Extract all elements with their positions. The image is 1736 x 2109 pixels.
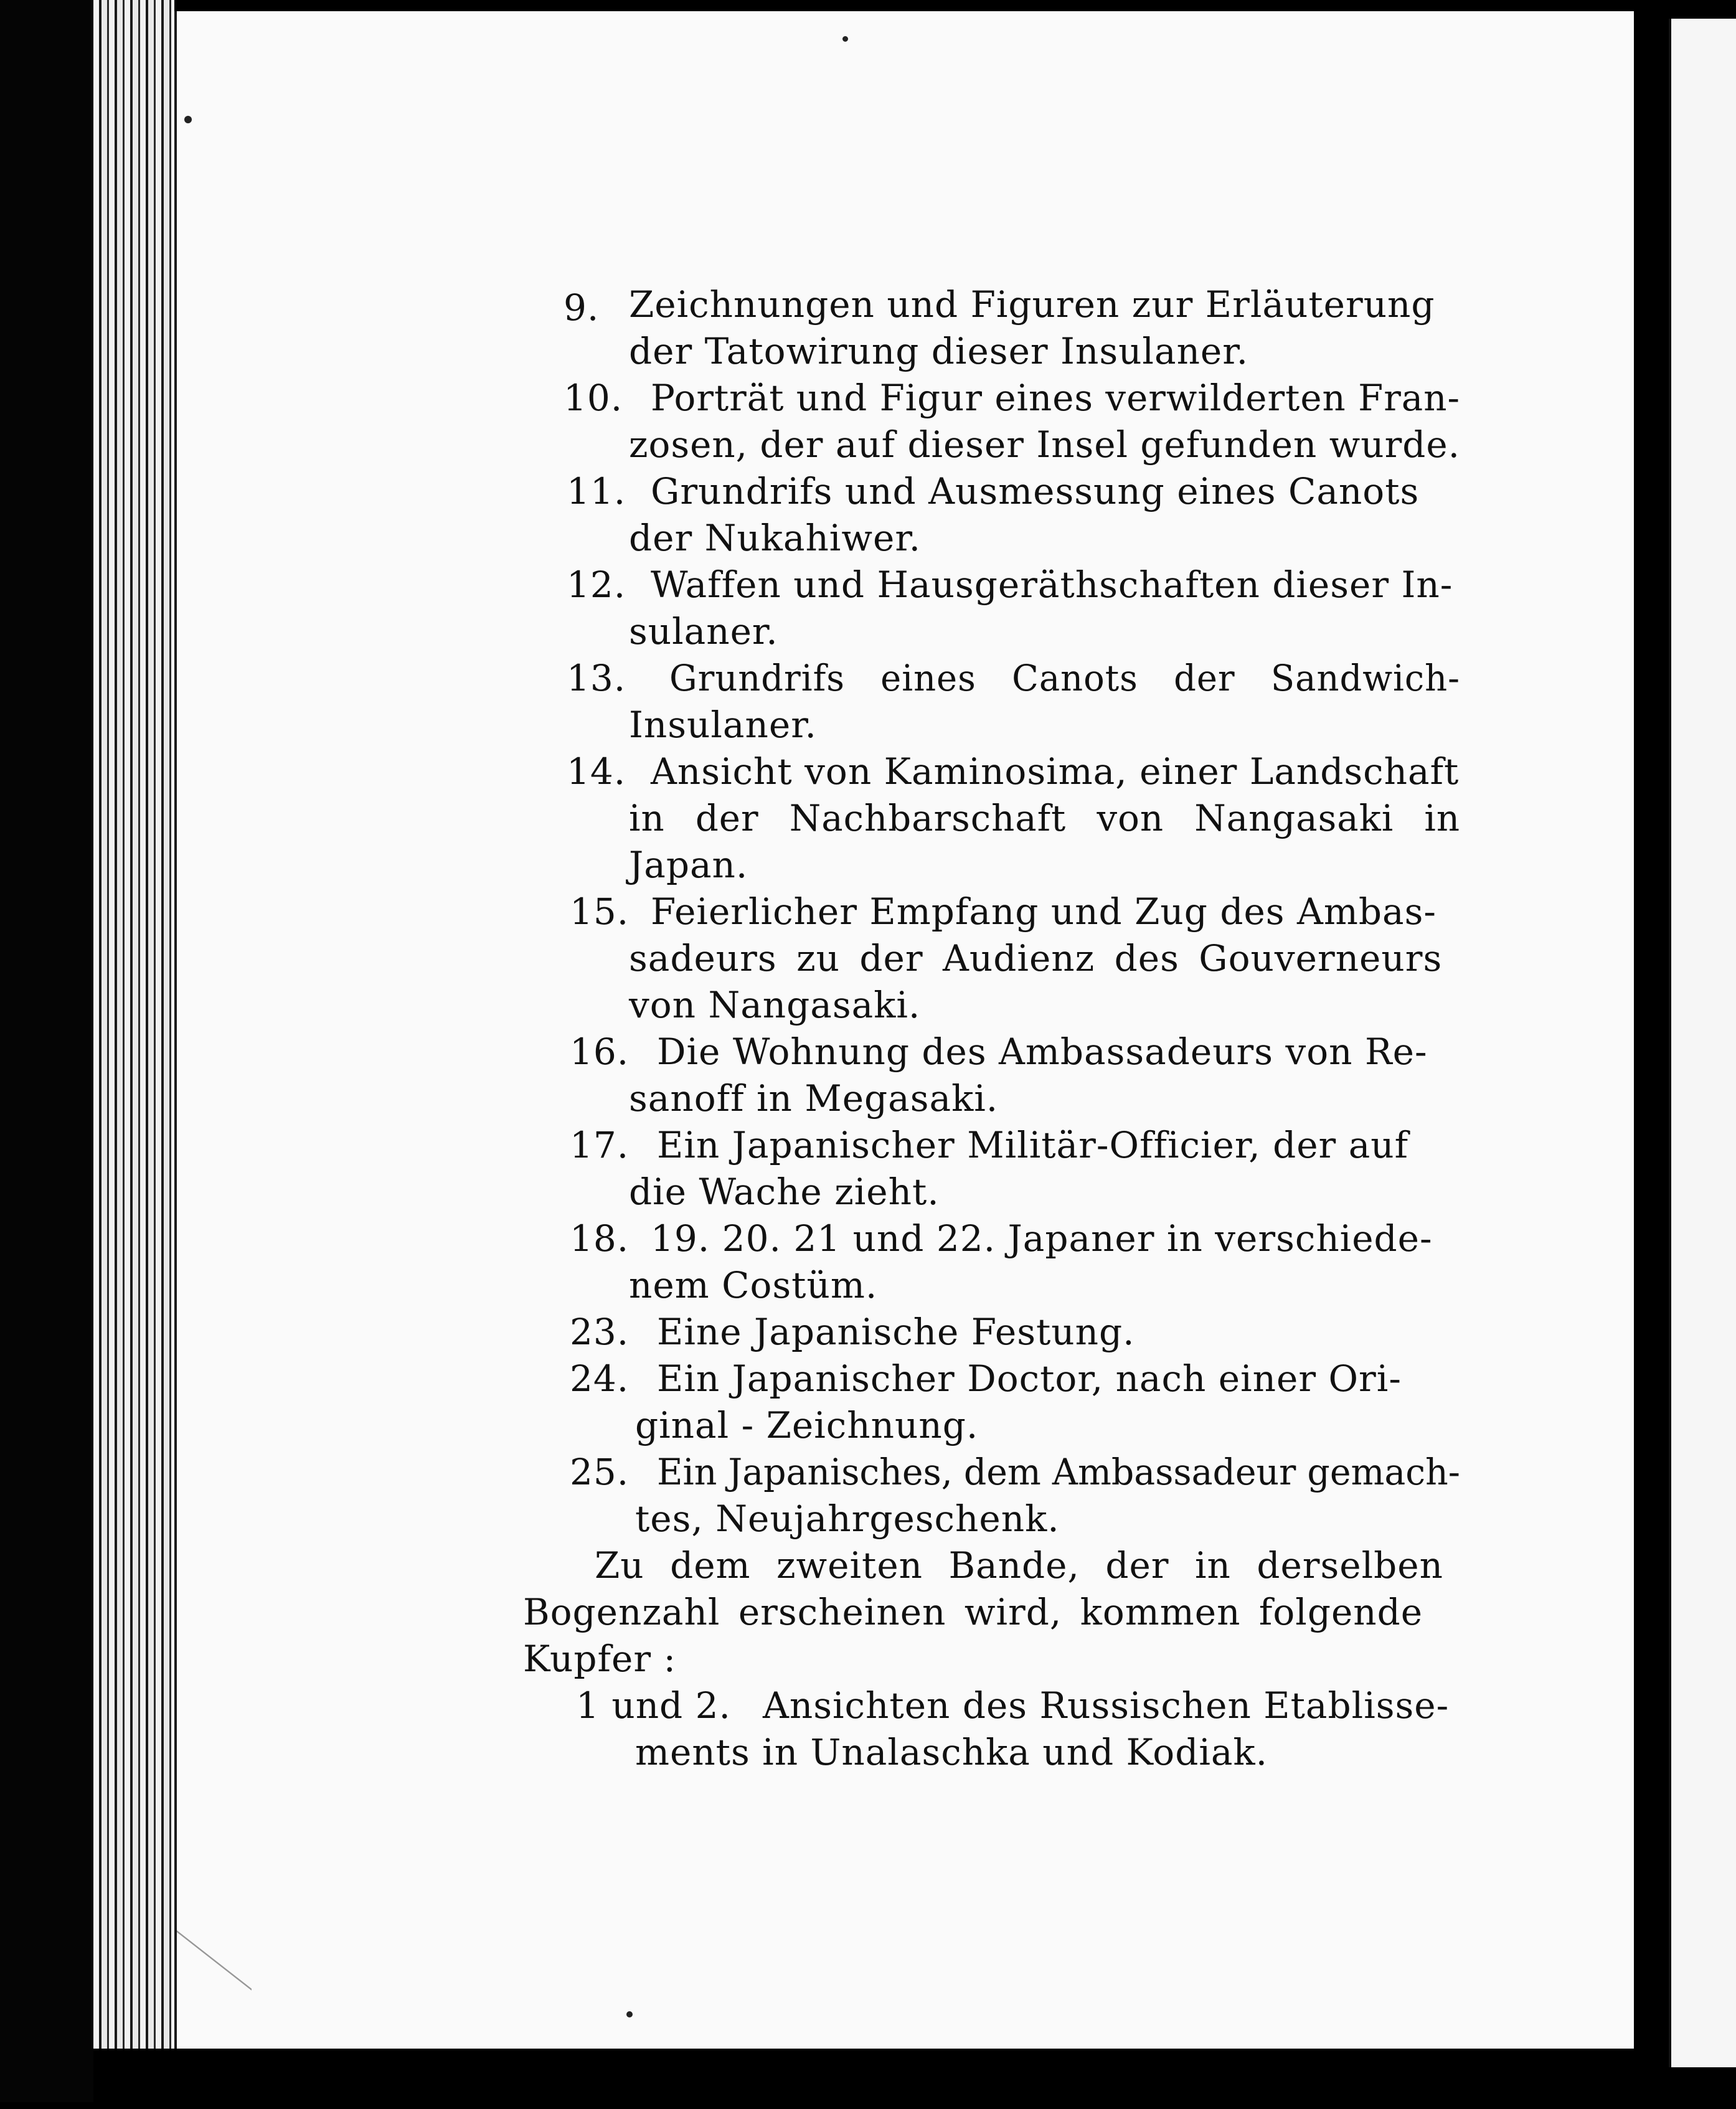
paragraph-line-1: Zu dem zweiten Bande, der in derselben bbox=[595, 1544, 1443, 1587]
item-10-line-1: Porträt und Figur eines verwilderten Fran- bbox=[651, 377, 1460, 419]
item-10-line-2: zosen, der auf dieser Insel gefunden wurde. bbox=[629, 423, 1460, 466]
item-24-line-1: Ein Japanischer Doctor, nach einer Ori- bbox=[657, 1357, 1402, 1400]
item-18-line-2: nem Costüm. bbox=[629, 1264, 878, 1306]
item-number-24: 24. bbox=[570, 1357, 630, 1400]
item-number-9: 9. bbox=[564, 286, 600, 329]
ink-speck bbox=[626, 2011, 633, 2017]
item-15-line-2: sadeurs zu der Audienz des Gouverneurs bbox=[629, 937, 1443, 979]
item-16-line-1: Die Wohnung des Ambassadeurs von Re- bbox=[657, 1031, 1428, 1073]
item-15-line-1: Feierlicher Empfang und Zug des Ambas- bbox=[651, 890, 1436, 933]
ink-speck bbox=[184, 116, 192, 123]
item-number-11: 11. bbox=[567, 470, 626, 512]
page-edges bbox=[93, 0, 174, 2102]
item-11-line-1: Grundrifs und Ausmessung eines Canots bbox=[651, 470, 1420, 512]
item-17-line-1: Ein Japanischer Militär-Officier, der auf bbox=[657, 1124, 1409, 1166]
paragraph-line-2: Bogenzahl erscheinen wird, kommen folgende bbox=[523, 1591, 1423, 1633]
adjacent-page-edge bbox=[1669, 19, 1736, 2067]
item-12-line-1: Waffen und Hausgeräthschaften dieser In- bbox=[651, 564, 1453, 606]
item-number-14: 14. bbox=[567, 750, 626, 793]
item-number-13: 13. bbox=[567, 657, 626, 699]
item-13-line-1: Grundrifs eines Canots der Sandwich- bbox=[669, 657, 1460, 699]
sub-item-line-1: Ansichten des Russischen Etablisse- bbox=[763, 1684, 1450, 1727]
sub-item-number: 1 und 2. bbox=[576, 1684, 731, 1727]
item-17-line-2: die Wache zieht. bbox=[629, 1171, 940, 1213]
item-number-23: 23. bbox=[570, 1311, 630, 1353]
item-15-line-3: von Nangasaki. bbox=[629, 984, 921, 1026]
item-12-line-2: sulaner. bbox=[629, 610, 778, 653]
sub-item-line-2: ments in Unalaschka und Kodiak. bbox=[635, 1731, 1268, 1773]
book-binding bbox=[0, 0, 93, 2102]
item-18-line-1: 19. 20. 21 und 22. Japaner in verschiede- bbox=[651, 1217, 1433, 1260]
page-bottom-edge bbox=[93, 2049, 1663, 2102]
item-number-10: 10. bbox=[564, 377, 623, 419]
item-13-line-2: Insulaner. bbox=[629, 704, 817, 746]
item-25-line-2: tes, Neujahrgeschenk. bbox=[635, 1498, 1060, 1540]
paragraph-line-3: Kupfer : bbox=[523, 1638, 677, 1680]
item-24-line-2: ginal - Zeichnung. bbox=[635, 1404, 979, 1446]
item-9-line-2: der Tatowirung dieser Insulaner. bbox=[629, 330, 1249, 372]
item-9-line-1: Zeichnungen und Figuren zur Erläuterung bbox=[629, 283, 1435, 326]
ink-speck bbox=[842, 36, 848, 42]
item-11-line-2: der Nukahiwer. bbox=[629, 517, 922, 559]
item-number-15: 15. bbox=[570, 890, 630, 933]
item-number-18: 18. bbox=[570, 1217, 630, 1260]
item-14-line-3: Japan. bbox=[629, 844, 748, 886]
item-23-line-1: Eine Japanische Festung. bbox=[657, 1311, 1135, 1353]
item-number-16: 16. bbox=[570, 1031, 630, 1073]
item-number-12: 12. bbox=[567, 564, 626, 606]
item-16-line-2: sanoff in Megasaki. bbox=[629, 1077, 999, 1120]
item-25-line-1: Ein Japanisches, dem Ambassadeur gemach- bbox=[657, 1451, 1460, 1493]
item-14-line-2: in der Nachbarschaft von Nangasaki in bbox=[629, 797, 1460, 839]
item-number-25: 25. bbox=[570, 1451, 630, 1493]
item-14-line-1: Ansicht von Kaminosima, einer Landschaft bbox=[651, 750, 1460, 793]
item-number-17: 17. bbox=[570, 1124, 630, 1166]
